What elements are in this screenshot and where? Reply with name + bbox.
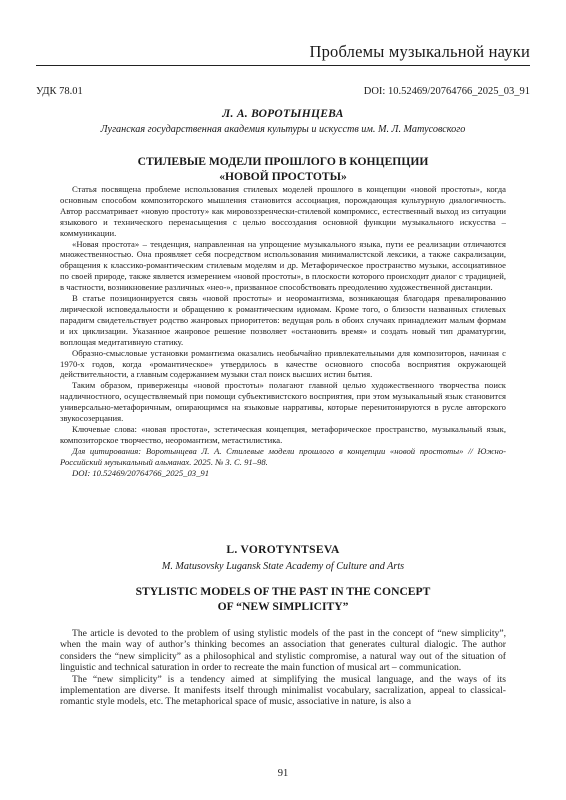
abstract-ru-paragraph: Образно-смысловые установки романтизма оказались необычайно привлекательными для композиторов, начиная с 1970-х годов, когда «романтическое» утвердилось в качестве основного способа восприятия окружающей действительности, а главным содержанием музыки стал поиск высших истин бытия. — [60, 347, 506, 380]
abstract-ru-paragraph: «Новая простота» – тенденция, направленная на упрощение музыкального языка, пути ее реализации отличаются множественностью. Она проявляет себя посредством использования минималистской лексики, а также сакрализации, обращения к классико-романтическим стилевым моделям и др. Метафорическое пространство музыки, ассоциативное по своей природе, также является измерением «новой простоты», в плоскости которого происходит диалог с традицией, в частности, возникновение различных «нео-», призванное способствовать преодолению художественной дистанции. — [60, 238, 506, 293]
abstract-ru — [60, 184, 506, 478]
page-number: 91 — [277, 768, 289, 779]
doi-code: DOI: 10.52469/20764766_2025_03_91 — [363, 86, 530, 97]
journal-title: Проблемы музыкальной науки — [309, 42, 530, 61]
abstract-ru-paragraph: Таким образом, приверженцы «новой простоты» полагают главной целью художественного творчества поиск надличностного, осуществляемый при помощи субъективистского восприятия, при этом музыкальный язык становится универсально-метафоричным, опирающимся на языковые нарративы, которые перенитонируются в русле авторского звукосозерцания. — [60, 380, 506, 424]
udk-code: УДК 78.01 — [36, 86, 83, 97]
article-title-ru — [60, 154, 506, 184]
abstract-en-paragraph: The article is devoted to the problem of using stylistic models of the past in the concept of “new simplicity”, when the main way of author’s thinking becomes an association that generates cultural dialogic. The author considers the “new simplicity” as a philosophical and stylistic compromise, a natural way out of the situation of linguistic and technical saturation in order to recreate the main function of musical art – communication. — [60, 628, 506, 674]
author-name-ru: Л. А. ВОРОТЫНЦЕВА — [222, 108, 344, 120]
abstract-en-paragraph: The “new simplicity” is a tendency aimed at simplifying the musical language, and the ways of its implementation are diverse. It manifests itself through minimalist vocabulary, sacralization, appeal to classical-romantic style models, etc. The metaphorical space of music, associative in nature, is also a — [60, 673, 506, 708]
citation-block — [60, 446, 506, 479]
citation-doi: DOI: 10.52469/20764766_2025_03_91 — [72, 467, 210, 478]
article-meta — [36, 86, 530, 97]
affiliation-ru: Луганская государственная академия культуры и искусств им. М. Л. Матусовского — [100, 124, 466, 135]
title-en-line-2: OF “NEW SIMPLICITY” — [217, 600, 349, 613]
title-en-line-1: STYLISTIC MODELS OF THE PAST IN THE CONCEPT — [135, 585, 431, 598]
abstract-ru-paragraph: Статья посвящена проблеме использования стилевых моделей прошлого в концепции «новой простоты», когда основным способом композиторского мышления становится ассоциация, порождающая культурную диалогичность. Автор рассматривает «новую простоту» как мировоззренчески-стилевой компромисс, естественный выход из ситуации языкового и технического перенасыщения с целью воссоздания основной функции музыкального искусства – коммуникации. — [60, 184, 506, 238]
header-divider — [36, 65, 530, 66]
abstract-ru-paragraph: В статье позиционируется связь «новой простоты» и неоромантизма, возникающая благодаря превалированию лирической исповедальности и обращению к романтическим идиомам. Кроме того, о близости названных стилевых парадигм свидетельствует родство жанровых приоритетов: ведущая роль в обоих случаях принадлежит малым формам и их циклизации. Указанное жанровое решение позволяет «остановить время» и создать новый тип драматургии, воплощая медитативную статику. — [60, 293, 506, 347]
title-ru-line-1: СТИЛЕВЫЕ МОДЕЛИ ПРОШЛОГО В КОНЦЕПЦИИ — [137, 155, 429, 168]
citation-text: Для цитирования: Воротынцева Л. А. Стилевые модели прошлого в концепции «новой простоты» // Южно-Российский музыкальный альманах. 2025. № 3. С. 91–98. — [60, 445, 506, 467]
title-ru-line-2: «НОВОЙ ПРОСТОТЫ» — [219, 170, 347, 183]
keywords-ru: Ключевые слова: «новая простота», эстетическая концепция, метафорическое пространство, музыкальный язык, композиторское творчество, неоромантизм, метастилистика. — [60, 423, 506, 445]
author-name-en: L. VOROTYNTSEVA — [226, 544, 340, 556]
article-title-en — [60, 584, 506, 614]
affiliation-en: M. Matusovsky Lugansk State Academy of Culture and Arts — [161, 561, 405, 572]
abstract-en — [60, 628, 506, 708]
